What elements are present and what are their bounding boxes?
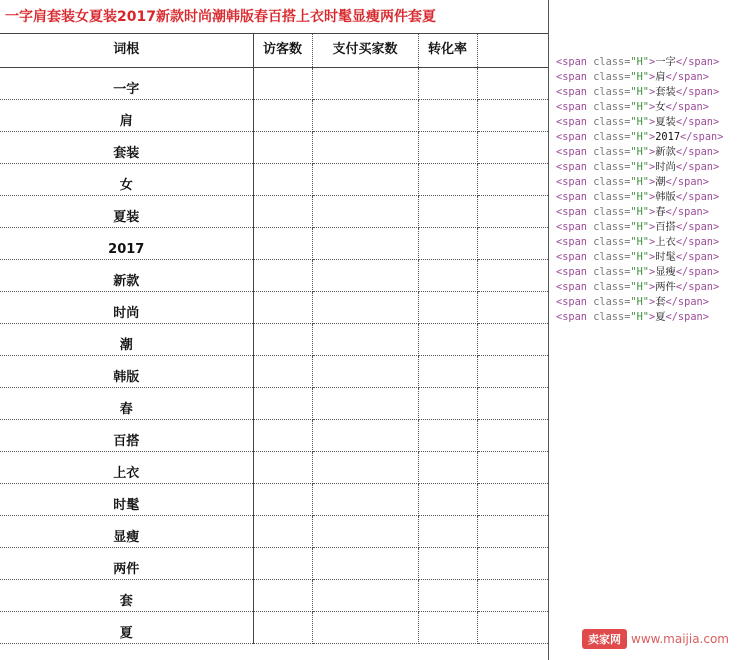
empty-cell[interactable] — [477, 67, 548, 99]
code-token: > — [649, 56, 656, 68]
table-row — [0, 323, 548, 355]
code-token: "H" — [630, 221, 650, 233]
code-text: 新款 — [655, 146, 676, 158]
empty-cell[interactable] — [253, 163, 312, 195]
code-text: 显瘦 — [655, 266, 676, 278]
code-line — [556, 130, 750, 145]
table-row — [0, 451, 548, 483]
code-token: class= — [587, 251, 631, 263]
code-token: class= — [587, 116, 631, 128]
code-token: "H" — [630, 251, 650, 263]
empty-cell[interactable] — [418, 579, 477, 611]
empty-cell[interactable] — [477, 547, 548, 579]
empty-cell[interactable] — [312, 611, 418, 643]
code-token: "H" — [630, 56, 650, 68]
sheet-title: 一字肩套装女夏装2017新款时尚潮韩版春百搭上衣时髦显瘦两件套夏 — [0, 0, 548, 34]
code-token: </span> — [665, 176, 709, 188]
code-token: </span> — [665, 296, 709, 308]
empty-cell[interactable] — [418, 259, 477, 291]
keyword-cell[interactable]: 百搭 — [0, 419, 253, 451]
empty-cell[interactable] — [312, 67, 418, 99]
code-token: </span> — [675, 266, 720, 278]
code-token: class= — [587, 191, 631, 203]
code-token: > — [649, 146, 656, 158]
keyword-cell[interactable]: 2017 — [0, 227, 253, 259]
code-token: "H" — [630, 266, 650, 278]
code-line — [556, 250, 750, 265]
code-token: </span> — [675, 116, 720, 128]
code-token: </span> — [665, 206, 709, 218]
empty-cell[interactable] — [418, 419, 477, 451]
code-token: > — [649, 266, 656, 278]
code-text: 肩 — [655, 71, 666, 83]
code-token: "H" — [630, 161, 650, 173]
keyword-cell[interactable]: 套 — [0, 579, 253, 611]
code-token: <span — [556, 131, 587, 143]
code-token: <span — [556, 296, 587, 308]
empty-cell[interactable] — [312, 547, 418, 579]
table-row — [0, 387, 548, 419]
code-token: > — [649, 161, 656, 173]
code-token: > — [649, 191, 656, 203]
keyword-cell[interactable]: 一字 — [0, 67, 253, 99]
empty-cell[interactable] — [477, 195, 548, 227]
keyword-cell[interactable]: 时髦 — [0, 483, 253, 515]
code-text: 百搭 — [655, 221, 676, 233]
code-token: <span — [556, 221, 587, 233]
empty-cell[interactable] — [253, 547, 312, 579]
code-token: <span — [556, 311, 587, 323]
table-row — [0, 355, 548, 387]
code-line — [556, 190, 750, 205]
keyword-table — [0, 34, 548, 644]
code-token: > — [649, 251, 656, 263]
empty-cell[interactable] — [418, 227, 477, 259]
code-token: "H" — [630, 131, 650, 143]
code-token: </span> — [675, 281, 720, 293]
code-text: 2017 — [655, 131, 681, 143]
empty-cell[interactable] — [253, 323, 312, 355]
table-row — [0, 483, 548, 515]
keyword-cell[interactable]: 新款 — [0, 259, 253, 291]
code-text: 一字 — [655, 56, 676, 68]
empty-cell[interactable] — [312, 451, 418, 483]
empty-cell[interactable] — [253, 387, 312, 419]
empty-cell[interactable] — [253, 99, 312, 131]
empty-cell[interactable] — [253, 67, 312, 99]
code-line — [556, 160, 750, 175]
code-token: <span — [556, 176, 587, 188]
empty-cell[interactable] — [253, 579, 312, 611]
table-row — [0, 547, 548, 579]
code-token: </span> — [680, 131, 724, 143]
code-token: class= — [587, 131, 631, 143]
empty-cell[interactable] — [477, 323, 548, 355]
keyword-cell[interactable]: 时尚 — [0, 291, 253, 323]
empty-cell[interactable] — [477, 99, 548, 131]
empty-cell[interactable] — [418, 483, 477, 515]
empty-cell[interactable] — [312, 291, 418, 323]
watermark — [582, 628, 729, 650]
code-text: 套 — [655, 296, 666, 308]
empty-cell[interactable] — [312, 419, 418, 451]
code-token: > — [649, 311, 656, 323]
code-line — [556, 205, 750, 220]
empty-cell[interactable] — [477, 483, 548, 515]
empty-cell[interactable] — [253, 483, 312, 515]
empty-cell[interactable] — [253, 259, 312, 291]
empty-cell[interactable] — [418, 355, 477, 387]
code-token: > — [649, 296, 656, 308]
empty-cell[interactable] — [418, 547, 477, 579]
code-token: <span — [556, 206, 587, 218]
empty-cell[interactable] — [418, 291, 477, 323]
code-token: "H" — [630, 146, 650, 158]
code-token: > — [649, 236, 656, 248]
code-text: 时尚 — [655, 161, 676, 173]
code-text: 女 — [655, 101, 666, 113]
code-line — [556, 295, 750, 310]
table-row — [0, 67, 548, 99]
keyword-cell[interactable]: 显瘦 — [0, 515, 253, 547]
empty-cell[interactable] — [253, 227, 312, 259]
code-text: 春 — [655, 206, 666, 218]
column-header: 词根 — [0, 34, 253, 67]
code-token: class= — [587, 86, 631, 98]
keyword-cell[interactable]: 潮 — [0, 323, 253, 355]
code-line — [556, 100, 750, 115]
code-line — [556, 220, 750, 235]
empty-cell[interactable] — [253, 419, 312, 451]
code-text: 夏装 — [655, 116, 676, 128]
empty-cell[interactable] — [477, 515, 548, 547]
code-token: "H" — [630, 116, 650, 128]
table-row — [0, 195, 548, 227]
code-token: class= — [587, 236, 631, 248]
code-token: <span — [556, 56, 587, 68]
keyword-cell[interactable]: 套装 — [0, 131, 253, 163]
keyword-cell[interactable]: 夏装 — [0, 195, 253, 227]
empty-cell[interactable] — [312, 323, 418, 355]
empty-cell[interactable] — [312, 131, 418, 163]
code-token: > — [649, 116, 656, 128]
code-line — [556, 265, 750, 280]
empty-cell[interactable] — [477, 163, 548, 195]
code-token: > — [649, 281, 656, 293]
table-row — [0, 163, 548, 195]
code-line — [556, 310, 750, 325]
code-token: </span> — [675, 56, 720, 68]
code-token: class= — [587, 146, 631, 158]
code-token: <span — [556, 161, 587, 173]
code-token: </span> — [665, 311, 709, 323]
code-token: class= — [587, 266, 631, 278]
keyword-cell[interactable]: 韩版 — [0, 355, 253, 387]
code-line — [556, 85, 750, 100]
empty-cell[interactable] — [418, 163, 477, 195]
code-token: "H" — [630, 101, 650, 113]
table-row — [0, 227, 548, 259]
code-token: <span — [556, 71, 587, 83]
code-line — [556, 235, 750, 250]
code-token: > — [649, 101, 656, 113]
empty-cell[interactable] — [418, 611, 477, 643]
empty-cell[interactable] — [312, 579, 418, 611]
empty-cell[interactable] — [253, 611, 312, 643]
empty-cell[interactable] — [477, 419, 548, 451]
code-token: class= — [587, 176, 631, 188]
code-token: <span — [556, 281, 587, 293]
empty-cell[interactable] — [253, 355, 312, 387]
empty-cell[interactable] — [477, 387, 548, 419]
empty-cell[interactable] — [312, 483, 418, 515]
empty-cell[interactable] — [418, 387, 477, 419]
empty-cell[interactable] — [477, 131, 548, 163]
keyword-cell[interactable]: 夏 — [0, 611, 253, 643]
table-row — [0, 99, 548, 131]
empty-cell[interactable] — [418, 451, 477, 483]
table-row — [0, 259, 548, 291]
code-token: "H" — [630, 206, 650, 218]
code-line — [556, 70, 750, 85]
column-header: 访客数 — [253, 34, 312, 67]
empty-cell[interactable] — [312, 99, 418, 131]
empty-cell[interactable] — [312, 515, 418, 547]
table-row — [0, 611, 548, 643]
code-token: <span — [556, 116, 587, 128]
code-line — [556, 115, 750, 130]
code-token: </span> — [675, 161, 720, 173]
code-token: <span — [556, 191, 587, 203]
code-token: > — [649, 221, 656, 233]
code-token: <span — [556, 86, 587, 98]
empty-cell[interactable] — [312, 387, 418, 419]
code-text: 上衣 — [655, 236, 676, 248]
table-row — [0, 291, 548, 323]
code-token: "H" — [630, 296, 650, 308]
table-row — [0, 419, 548, 451]
keyword-cell[interactable]: 肩 — [0, 99, 253, 131]
empty-cell[interactable] — [312, 259, 418, 291]
code-token: class= — [587, 311, 631, 323]
empty-cell[interactable] — [477, 355, 548, 387]
code-line — [556, 175, 750, 190]
code-text: 时髦 — [655, 251, 676, 263]
empty-cell[interactable] — [253, 515, 312, 547]
code-token: "H" — [630, 311, 650, 323]
code-token: "H" — [630, 71, 650, 83]
table-row — [0, 579, 548, 611]
code-token: class= — [587, 221, 631, 233]
code-text: 两件 — [655, 281, 676, 293]
code-token: class= — [587, 296, 631, 308]
code-token: "H" — [630, 176, 650, 188]
code-token: > — [649, 206, 656, 218]
empty-cell[interactable] — [418, 515, 477, 547]
empty-cell[interactable] — [418, 131, 477, 163]
column-header: 转化率 — [418, 34, 477, 67]
code-token: class= — [587, 56, 631, 68]
empty-cell[interactable] — [312, 355, 418, 387]
code-token: <span — [556, 101, 587, 113]
table-header-row — [0, 34, 548, 67]
empty-cell[interactable] — [253, 195, 312, 227]
column-header — [477, 34, 548, 67]
code-token: class= — [587, 281, 631, 293]
code-token: </span> — [675, 146, 720, 158]
code-token: </span> — [675, 221, 720, 233]
code-token: class= — [587, 101, 631, 113]
code-token: "H" — [630, 191, 650, 203]
empty-cell[interactable] — [253, 451, 312, 483]
code-token: class= — [587, 161, 631, 173]
keyword-cell[interactable]: 上衣 — [0, 451, 253, 483]
keyword-cell[interactable]: 两件 — [0, 547, 253, 579]
empty-cell[interactable] — [418, 67, 477, 99]
code-token: <span — [556, 146, 587, 158]
code-text: 套装 — [655, 86, 676, 98]
code-snippet — [556, 55, 750, 325]
empty-cell[interactable] — [477, 259, 548, 291]
empty-cell[interactable] — [253, 131, 312, 163]
code-line — [556, 145, 750, 160]
code-token: > — [649, 176, 656, 188]
code-text: 夏 — [655, 311, 666, 323]
empty-cell[interactable] — [253, 291, 312, 323]
code-token: </span> — [675, 191, 720, 203]
empty-cell[interactable] — [418, 323, 477, 355]
empty-cell[interactable] — [477, 451, 548, 483]
empty-cell[interactable] — [312, 163, 418, 195]
code-token: class= — [587, 206, 631, 218]
column-header: 支付买家数 — [312, 34, 418, 67]
code-token: > — [649, 71, 656, 83]
code-token: </span> — [675, 251, 720, 263]
code-token: "H" — [630, 281, 650, 293]
empty-cell[interactable] — [312, 195, 418, 227]
code-token: "H" — [630, 236, 650, 248]
keyword-cell[interactable]: 女 — [0, 163, 253, 195]
code-text: 韩版 — [655, 191, 676, 203]
empty-cell[interactable] — [418, 99, 477, 131]
code-token: </span> — [675, 86, 720, 98]
code-token: class= — [587, 71, 631, 83]
keyword-cell[interactable]: 春 — [0, 387, 253, 419]
code-token: > — [649, 131, 656, 143]
code-token: </span> — [675, 236, 720, 248]
empty-cell[interactable] — [477, 611, 548, 643]
code-token: </span> — [665, 101, 709, 113]
code-token: > — [649, 86, 656, 98]
watermark-url: www.maijia.com — [631, 632, 729, 646]
empty-cell[interactable] — [477, 291, 548, 323]
empty-cell[interactable] — [477, 227, 548, 259]
code-text: 潮 — [655, 176, 666, 188]
empty-cell[interactable] — [312, 227, 418, 259]
code-token: <span — [556, 251, 587, 263]
code-token: "H" — [630, 86, 650, 98]
empty-cell[interactable] — [477, 579, 548, 611]
table-row — [0, 131, 548, 163]
code-token: <span — [556, 266, 587, 278]
code-line — [556, 55, 750, 70]
code-token: <span — [556, 236, 587, 248]
empty-cell[interactable] — [418, 195, 477, 227]
table-row — [0, 515, 548, 547]
watermark-badge: 卖家网 — [582, 629, 627, 649]
code-token: </span> — [665, 71, 709, 83]
code-line — [556, 280, 750, 295]
